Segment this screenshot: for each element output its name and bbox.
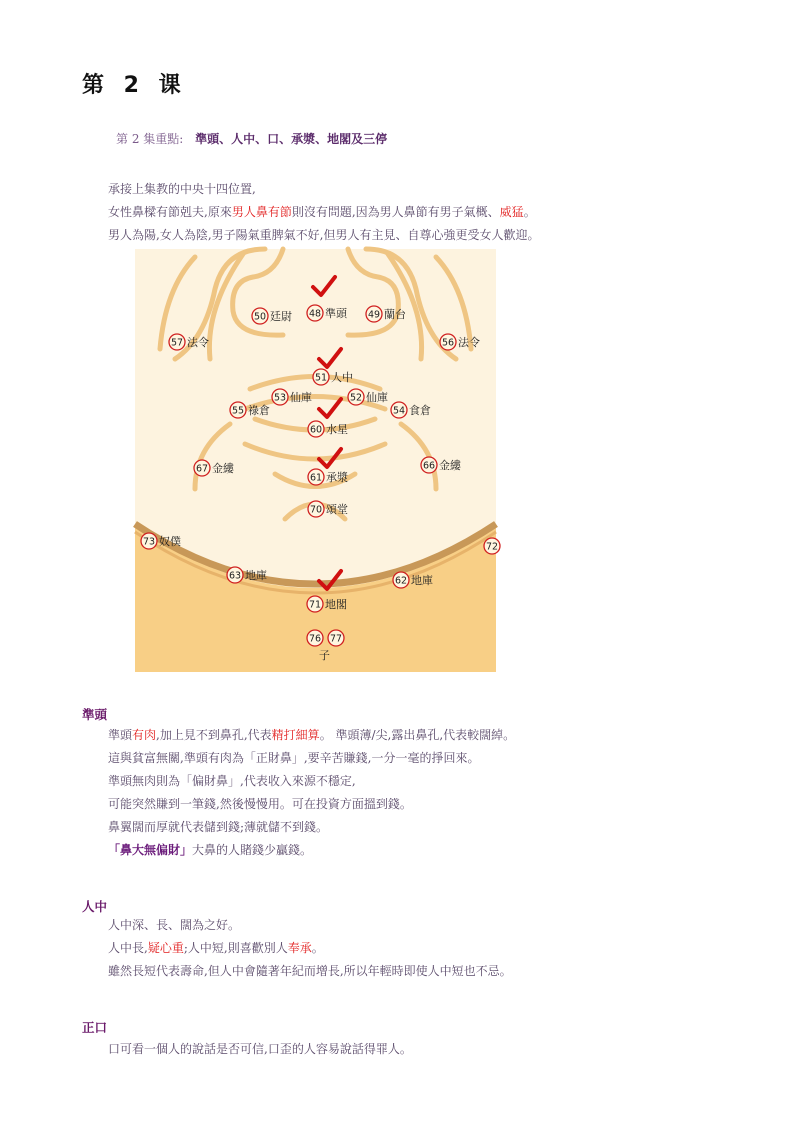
zhuntou-line-2: 這與貧富無關,準頭有肉為「正財鼻」,要辛苦賺錢,一分一毫的掙回來。 <box>108 751 480 765</box>
svg-text:頌堂: 頌堂 <box>326 503 348 516</box>
renzhong-line-1: 人中深、長、闊為之好。 <box>108 918 241 932</box>
zhuntou-line-6: 「鼻大無偏財」大鼻的人賭錢少贏錢。 <box>108 843 313 857</box>
svg-text:50: 50 <box>253 311 267 323</box>
svg-text:準頭: 準頭 <box>325 307 347 320</box>
point-51 <box>313 369 353 385</box>
zhengkou-line-1: 口可看一個人的說話是否可信,口歪的人容易說話得罪人。 <box>108 1042 412 1056</box>
renzhong-line-2: 人中長,疑心重;人中短,則喜歡別人奉承。 <box>108 941 324 955</box>
svg-text:67: 67 <box>195 463 209 475</box>
svg-text:63: 63 <box>228 570 242 582</box>
subtitle-prefix: 第 2 集重點: <box>116 132 184 146</box>
svg-text:56: 56 <box>441 337 455 349</box>
svg-text:水星: 水星 <box>326 423 348 436</box>
svg-text:48: 48 <box>308 308 322 320</box>
svg-text:62: 62 <box>394 575 408 587</box>
svg-text:仙庫: 仙庫 <box>290 391 312 404</box>
svg-text:人中: 人中 <box>331 371 353 384</box>
point-73 <box>141 533 181 549</box>
point-77 <box>328 630 344 646</box>
point-55 <box>230 402 270 418</box>
svg-text:奴僕: 奴僕 <box>159 535 181 548</box>
intro-line-2: 女性鼻樑有節剋夫,原來男人鼻有節則沒有問題,因為男人鼻節有男子氣概、威猛。 <box>108 205 536 219</box>
svg-text:66: 66 <box>422 460 436 472</box>
lesson-subtitle <box>116 130 387 147</box>
point-49 <box>366 306 406 322</box>
svg-text:54: 54 <box>392 405 406 417</box>
svg-text:73: 73 <box>142 536 156 548</box>
svg-text:承漿: 承漿 <box>326 471 348 484</box>
svg-text:祿倉: 祿倉 <box>248 404 270 417</box>
point-57 <box>169 334 209 350</box>
svg-text:72: 72 <box>485 541 499 553</box>
svg-text:71: 71 <box>308 599 322 611</box>
svg-text:55: 55 <box>231 405 245 417</box>
point-60 <box>308 421 348 437</box>
intro-line-1: 承接上集教的中央十四位置, <box>108 182 256 196</box>
zhuntou-line-1: 準頭有肉,加上見不到鼻孔,代表精打細算。 準頭薄/尖,露出鼻孔,代表較闊綽。 <box>108 728 516 742</box>
point-61 <box>308 469 348 485</box>
section-zhengkou <box>108 1038 412 1061</box>
point-70 <box>308 501 348 517</box>
point-50 <box>252 308 292 324</box>
point-56 <box>440 334 480 350</box>
svg-text:51: 51 <box>314 372 328 384</box>
intro-line-3: 男人為陽,女人為陰,男子陽氣重脾氣不好,但男人有主見、自尊心強更受女人歡迎。 <box>108 228 540 242</box>
point-67 <box>194 460 234 476</box>
svg-text:地庫: 地庫 <box>411 574 433 587</box>
svg-text:蘭台: 蘭台 <box>384 308 406 321</box>
point-52 <box>348 389 388 405</box>
svg-text:法令: 法令 <box>187 336 209 349</box>
section-title-zhengkou: 正口 <box>82 1020 108 1035</box>
section-title-zhuntou: 準頭 <box>82 707 108 722</box>
point-48 <box>307 305 348 321</box>
point-66 <box>421 457 461 473</box>
svg-text:法令: 法令 <box>458 336 480 349</box>
svg-text:金縷: 金縷 <box>212 462 234 475</box>
point-54 <box>391 402 431 418</box>
svg-text:食倉: 食倉 <box>409 404 431 417</box>
section-zhuntou <box>108 724 515 862</box>
point-63 <box>227 567 267 583</box>
svg-text:70: 70 <box>309 504 323 516</box>
svg-text:52: 52 <box>349 392 363 404</box>
svg-text:60: 60 <box>309 424 323 436</box>
svg-text:金縷: 金縷 <box>439 459 461 472</box>
zhuntou-line-3: 準頭無肉則為「偏財鼻」,代表收入來源不穩定, <box>108 774 356 788</box>
zhuntou-line-4: 可能突然賺到一筆錢,然後慢慢用。可在投資方面搵到錢。 <box>108 797 412 811</box>
svg-text:地閣: 地閣 <box>325 598 347 611</box>
section-title-renzhong: 人中 <box>82 899 108 914</box>
intro-paragraph <box>108 178 539 247</box>
svg-text:61: 61 <box>309 472 323 484</box>
page-title: 第 2 课 <box>82 73 187 98</box>
zhuntou-line-5: 鼻翼闊而厚就代表儲到錢;薄就儲不到錢。 <box>108 820 329 834</box>
face-diagram <box>135 249 499 672</box>
point-62 <box>393 572 433 588</box>
svg-text:廷尉: 廷尉 <box>270 310 292 323</box>
point-53 <box>272 389 312 405</box>
svg-text:76: 76 <box>308 633 322 645</box>
svg-text:57: 57 <box>170 337 184 349</box>
point-76 <box>307 630 323 646</box>
svg-text:53: 53 <box>273 392 287 404</box>
svg-text:仙庫: 仙庫 <box>366 391 388 404</box>
renzhong-line-3: 雖然長短代表壽命,但人中會隨著年紀而增長,所以年輕時即使人中短也不忌。 <box>108 964 512 978</box>
svg-text:77: 77 <box>329 633 343 645</box>
point-71 <box>307 596 347 612</box>
child-label: 子 <box>319 649 330 662</box>
subtitle-keywords: 準頭、人中、口、承漿、地閣及三停 <box>195 132 388 146</box>
svg-text:地庫: 地庫 <box>245 569 267 582</box>
point-72 <box>484 538 500 554</box>
section-renzhong <box>108 914 512 983</box>
svg-text:49: 49 <box>367 309 381 321</box>
